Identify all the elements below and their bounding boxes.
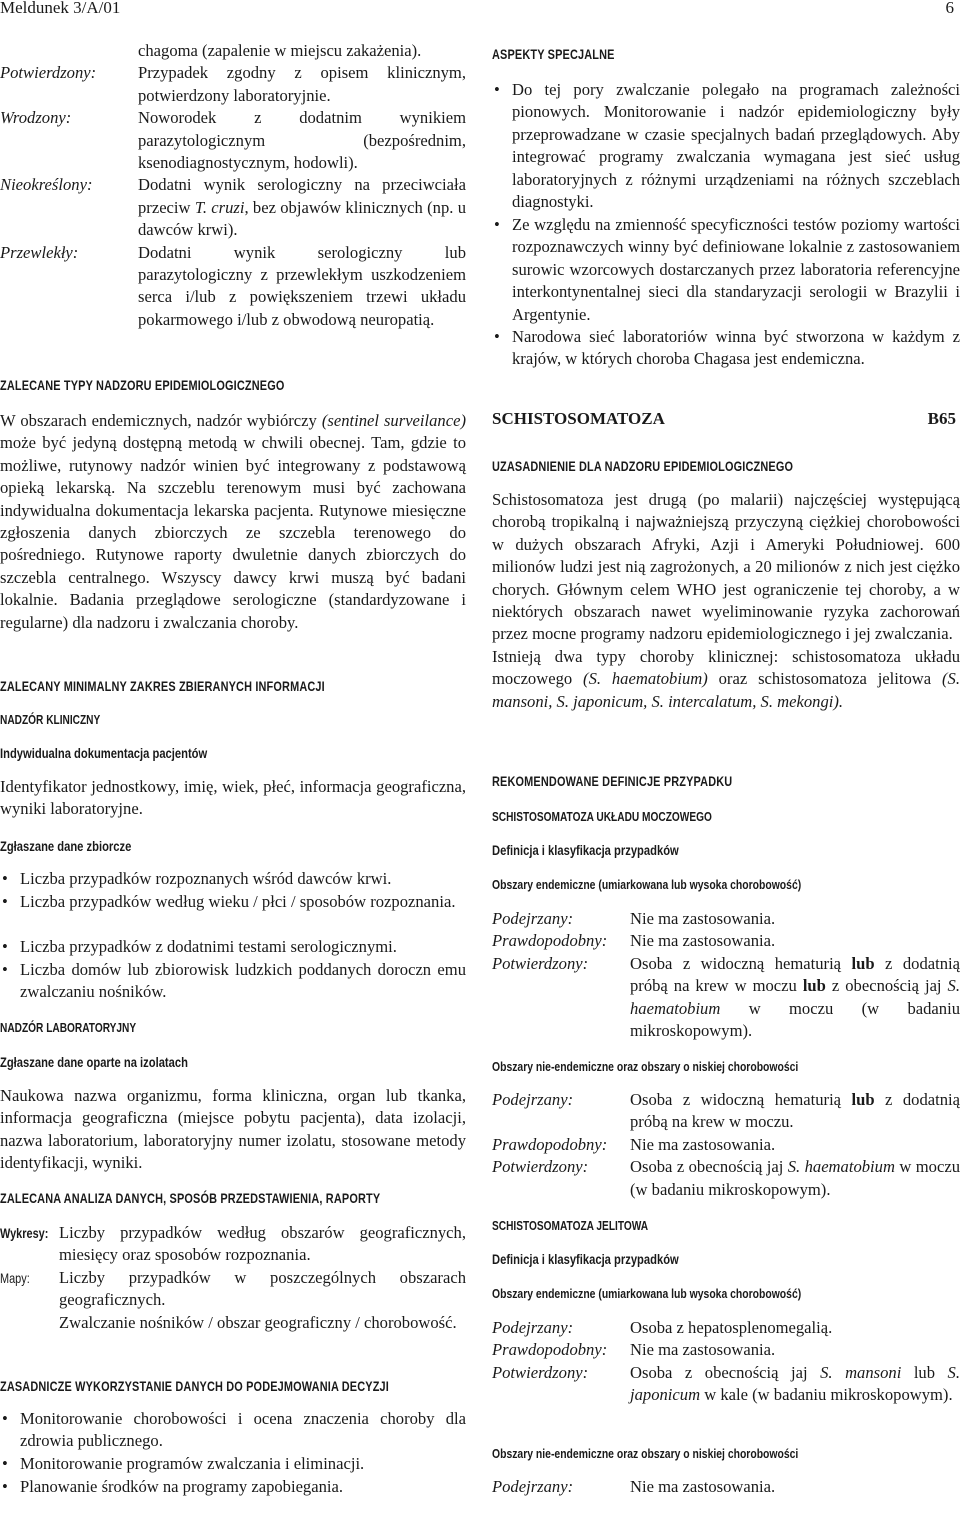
list-item: • Planowanie środków na programy zapobiegania. — [2, 1477, 344, 1496]
heading-endemic-1: Obszary endemiczne (umiarkowana lub wysoka chorobowość) — [492, 877, 802, 892]
heading-special-aspects: ASPEKTY SPECJALNE — [492, 46, 615, 62]
heading-recommended-definitions: REKOMENDOWANE DEFINICJE PRZYPADKU — [492, 773, 733, 789]
definition-probable: Prawdopodobny: Nie ma zastosowania. — [492, 1134, 776, 1154]
heading-endemic-2: Obszary endemiczne (umiarkowana lub wysoka chorobowość) — [492, 1286, 802, 1301]
definition-chronic: Przewlekły: Dodatni wynik serologiczny lub parazytologiczny z przewlekłym uszkodzeniem serca i/lub z powiększeniem trzewi układu pokarmowego i/lub z obwodową neuropatią. — [0, 242, 466, 329]
list-item: • Ze względu na zmienność specyficzności testów poziomy wartości rozpoznawczych winny być definiowane lokalnie z zastosowaniem surowic wzorcowych dostarczanych przez laboratoria referencyjne interkontynentalnej sieci dla standaryzacji serologii w Brazylii i Argentynie. — [494, 215, 960, 324]
list-item: • Liczba przypadków według wieku / płci / sposobów rozpoznania. — [2, 892, 456, 911]
definition-suspected: Podejrzany: Nie ma zastosowania. — [492, 1477, 776, 1496]
heading-rationale: UZASADNIENIE DLA NADZORU EPIDEMIOLOGICZNEGO — [492, 458, 794, 474]
definition-indeterminate: Nieokreślony: Dodatni wynik serologiczny na przeciwciała przeciw T. cruzi, bez objawów klinicznych (np. u dawców krwi). — [0, 175, 466, 240]
heading-intestinal: SCHISTOSOMATOZA JELITOWA — [492, 1218, 649, 1233]
definition-confirmed: Potwierdzony: Osoba z widoczną hematurią lub z dodatnią próbą na krew w moczu lub z obecnością jaj S. haematobium w moczu (w badaniu mikroskopowym). — [492, 953, 960, 1041]
definition-probable: Prawdopodobny: Nie ma zastosowania. — [492, 1340, 776, 1360]
heading-individual-records: Indywidualna dokumentacja pacjentów — [0, 745, 208, 761]
list-item: • Liczba przypadków z dodatnimi testami serologicznymi. — [2, 937, 397, 956]
list-item: • Monitorowanie chorobowości i ocena znaczenia choroby dla zdrowia publicznego. — [2, 1409, 466, 1451]
heading-isolate-data: Zgłaszane dane oparte na izolatach — [0, 1054, 188, 1070]
isolate-data-paragraph: Naukowa nazwa organizmu, forma kliniczna, organ lub tkanka, informacja geograficzna (miejsce pobytu pacjenta), data izolacji, nazwa laboratorium, laboratoryjny numer izolatu, stosowane metody identyfikacji, wyniki. — [0, 1086, 466, 1173]
heading-definition-1: Definicja i klasyfikacja przypadków — [492, 842, 679, 858]
running-header-title: Meldunek 3/A/01 — [0, 0, 121, 17]
intestinal-endemic-definitions — [492, 1317, 960, 1407]
urinary-endemic-definitions — [492, 908, 960, 1042]
disease-code: B65 — [927, 409, 956, 428]
list-item: • Narodowa sieć laboratoriów winna być stworzona w każdym z krajów, w których choroba Chagasa jest endemiczna. — [494, 327, 960, 369]
definition-confirmed: Potwierdzony: Osoba z obecnością jaj S. haematobium w moczu (w badaniu mikroskopowym). — [492, 1157, 960, 1199]
list-item: • Do tej pory zwalczanie polegało na programach zależności pionowych. Monitorowanie i nadzór epidemiologiczny były przeprowadzane w czasie specjalnych badań przeglądowych. Aby integrować programy zwalczania wymagana jest sieć usług laboratoryjnych z różnymi urządzeniami na różnych szczeblach diagnostyki. — [494, 80, 960, 212]
heading-nonendemic-1: Obszary nie-endemiczne oraz obszary o niskiej chorobowości — [492, 1059, 799, 1074]
individual-records-paragraph: Identyfikator jednostkowy, imię, wiek, płeć, informacja geograficzna, wyniki laboratoryjne. — [0, 777, 466, 819]
definition-suspected: Podejrzany: Osoba z hepatosplenomegalią. — [492, 1318, 833, 1337]
heading-minimum-data: ZALECANY MINIMALNY ZAKRES ZBIERANYCH INFORMACJI — [0, 678, 325, 694]
urinary-nonendemic-definitions — [492, 1089, 960, 1201]
list-item: • Liczba przypadków rozpoznanych wśród dawców krwi. — [2, 869, 392, 888]
analysis-charts: Wykresy: Liczby przypadków według obszarów geograficznych, miesięcy oraz sposobów rozpoznania. — [0, 1223, 466, 1265]
list-item: • Monitorowanie programów zwalczania i eliminacji. — [2, 1454, 365, 1473]
rationale-paragraphs: Schistosomatoza jest drugą (po malarii) najczęściej występującą chorobą tropikalną i najważniejszą przyczyną ciężkiej chorobowości w dużych obszarach Afryki, Azji i Ameryki Południowej. 600 milionów ludzi jest nią zagrożonych, a 20 milionów z nich jest ciężko chorych. Głównym celem WHO jest ograniczenie tej choroby, a w niektórych obszarach nawet wyeliminowanie ryzyka zachorowań przez mocne programy nadzoru epidemiologicznego i jej zwalczania. Istnieją dwa typy choroby klinicznej: schistosomatoza układu moczowego (S. haematobium) oraz schistosomatoza jelitowa (S. mansoni, S. japonicum, S. intercalatum, S. mekongi). — [492, 490, 960, 711]
analysis-maps: Mapy: Liczby przypadków w poszczególnych obszarach geograficznych. Zwalczanie nośników / obszar geograficzny / chorobowość. — [0, 1267, 466, 1332]
heading-definition-2: Definicja i klasyfikacja przypadków — [492, 1251, 679, 1267]
disease-title: SCHISTOSOMATOZA — [492, 409, 665, 428]
heading-clinical-surveillance: NADZÓR KLINICZNY — [0, 712, 101, 727]
definition-congenital: Wrodzony: Noworodek z dodatnim wynikiem parazytologicznym (bezpośrednim, ksenodiagnostycznym, hodowli). — [0, 108, 466, 173]
heading-surveillance-types: ZALECANE TYPY NADZORU EPIDEMIOLOGICZNEGO — [0, 377, 285, 393]
definition-suspected: Podejrzany: Osoba z widoczną hematurią lub z dodatnią próbą na krew w moczu. — [492, 1090, 960, 1132]
heading-data-analysis: ZALECANA ANALIZA DANYCH, SPOSÓB PRZEDSTAWIENIA, RAPORTY — [0, 1190, 381, 1206]
definition-probable: Prawdopodobny: Nie ma zastosowania. — [492, 931, 776, 951]
surveillance-types-paragraph: W obszarach endemicznych, nadzór wybiórczy (sentinel surveilance) może być jedyną dostępną metodą w chwili obecnej. Tam, gdzie to możliwe, rutynowy nadzór winien być integrowany z podstawową opieką lekarską. Na szczeblu terenowym musi być zachowana indywidualna dokumentacja lekarska pacjenta. Rutynowe miesięczne zgłoszenia danych zbiorczych ze szczebla terenowego do pośredniego. Rutynowe raporty dwuletnie danych zbiorczych do szczebla centralnego. Wszyscy dawcy krwi muszą być badani lokalnie. Badania przeglądowe serologiczne (standardyzowane i regularne) dla nadzoru i zwalczania choroby. — [0, 411, 466, 632]
page-number: 6 — [945, 0, 954, 17]
heading-lab-surveillance: NADZÓR LABORATORYJNY — [0, 1020, 137, 1035]
definition-confirmed: Potwierdzony: Osoba z obecnością jaj S. mansoni lub S. japonicum w kale (w badaniu mikroskopowym). — [492, 1362, 960, 1405]
analysis-definitions — [0, 1222, 466, 1334]
definition-confirmed: Potwierdzony: Przypadek zgodny z opisem klinicznym, potwierdzony laboratoryjnie. — [0, 63, 466, 105]
intestinal-nonendemic-definitions — [492, 1476, 960, 1498]
heading-data-use: ZASADNICZE WYKORZYSTANIE DANYCH DO PODEJMOWANIA DECYZJI — [0, 1378, 389, 1394]
list-item: • Liczba domów lub zbiorowisk ludzkich poddanych doroczn emu zwalczaniu nośników. — [2, 960, 466, 1002]
definition-suspected: Podejrzany: Nie ma zastosowania. — [492, 909, 776, 928]
case-definitions-continued — [0, 40, 466, 331]
definition-continuation: chagoma (zapalenie w miejscu zakażenia). — [138, 41, 422, 60]
heading-nonendemic-2: Obszary nie-endemiczne oraz obszary o niskiej chorobowości — [492, 1446, 799, 1461]
disease-title-row — [492, 406, 960, 432]
heading-urinary: SCHISTOSOMATOZA UKŁADU MOCZOWEGO — [492, 809, 712, 824]
heading-aggregated-data: Zgłaszane dane zbiorcze — [0, 838, 132, 854]
